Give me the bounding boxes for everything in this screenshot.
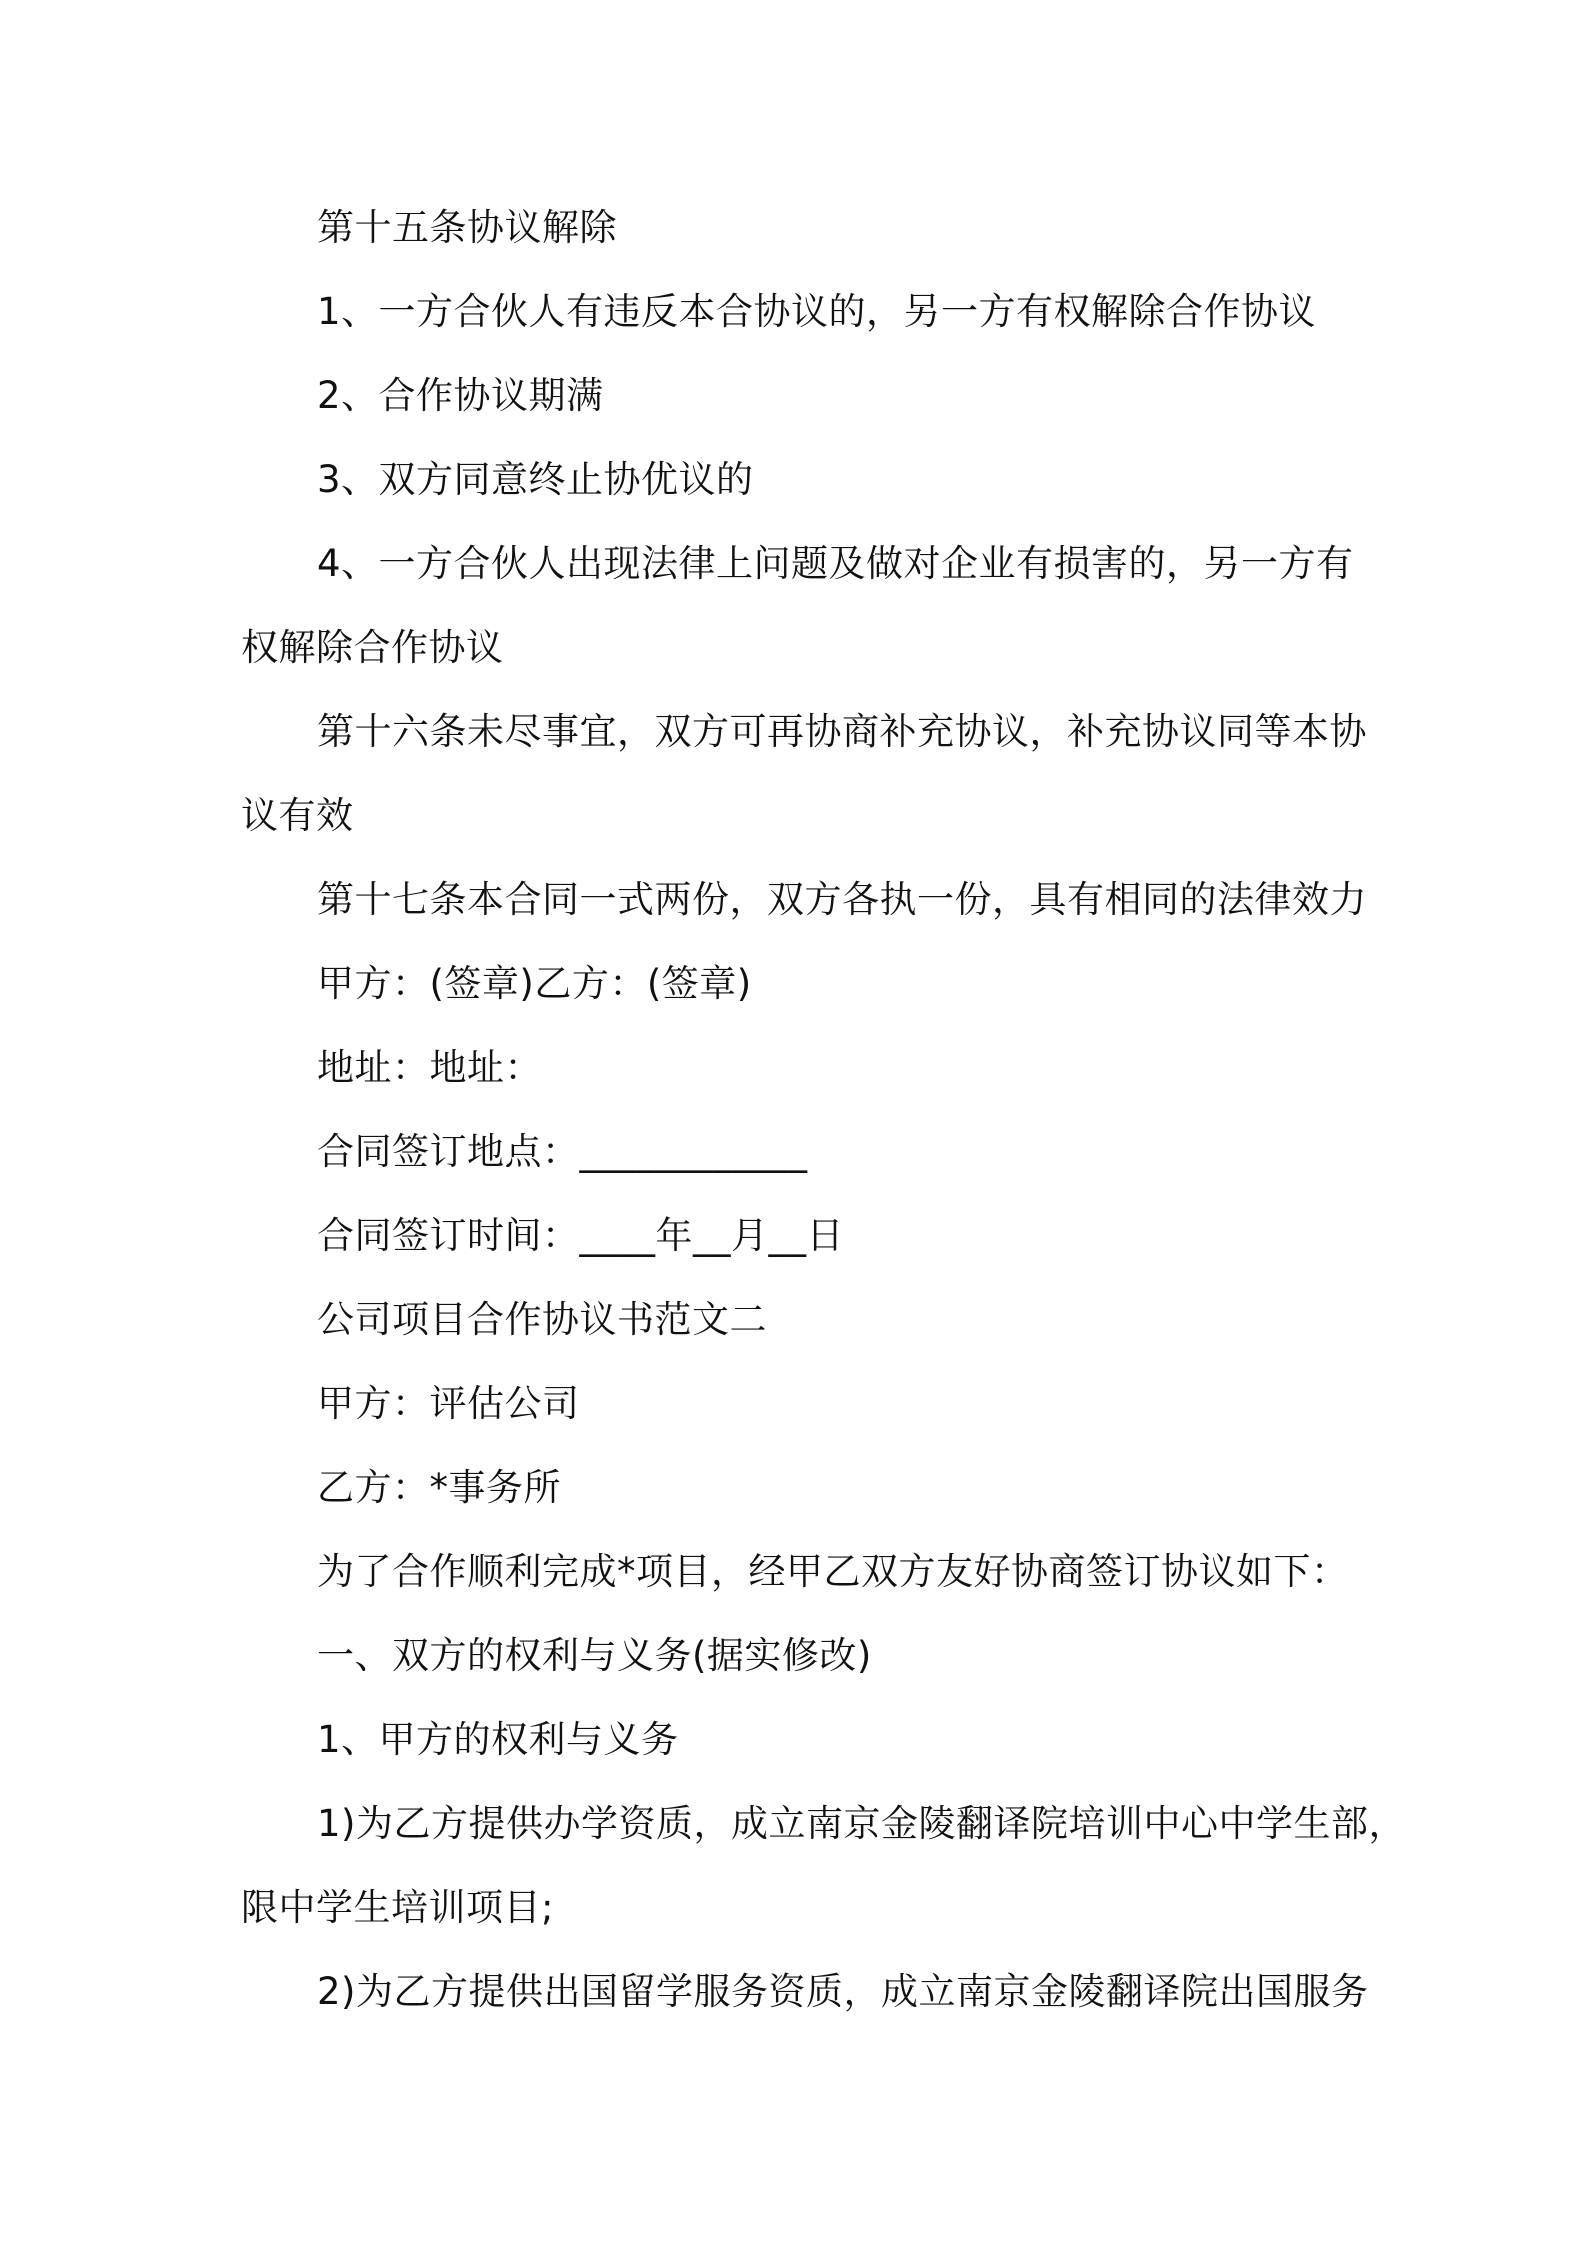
signing-date: 合同签订时间：____年__月__日 bbox=[317, 1214, 844, 1257]
signing-place: 合同签订地点：____________ bbox=[317, 1130, 808, 1173]
duty-item-1-cont: 限中学生培训项目; bbox=[241, 1886, 554, 1929]
clause-15-3: 3、双方同意终止协优议的 bbox=[317, 458, 754, 501]
clause-15-1: 1、一方合伙人有违反本合协议的，另一方有权解除合作协议 bbox=[317, 290, 1317, 333]
party-a: 甲方：评估公司 bbox=[317, 1382, 580, 1425]
clause-15-4-cont: 权解除合作协议 bbox=[241, 626, 504, 669]
address-line: 地址：地址： bbox=[317, 1046, 542, 1089]
section-heading-15: 第十五条协议解除 bbox=[317, 206, 617, 249]
sample-two-title: 公司项目合作协议书范文二 bbox=[317, 1298, 767, 1341]
clause-15-2: 2、合作协议期满 bbox=[317, 374, 604, 417]
article-16: 第十六条未尽事宜，双方可再协商补充协议，补充协议同等本协 bbox=[317, 710, 1367, 753]
duty-item-2: 2)为乙方提供出国留学服务资质，成立南京金陵翻译院出国服务 bbox=[317, 1970, 1369, 2013]
party-a-duties-heading: 1、甲方的权利与义务 bbox=[317, 1718, 679, 1761]
clause-15-4: 4、一方合伙人出现法律上问题及做对企业有损害的，另一方有 bbox=[317, 542, 1354, 585]
party-b: 乙方：*事务所 bbox=[317, 1466, 561, 1509]
section-one-heading: 一、双方的权利与义务(据实修改) bbox=[317, 1634, 872, 1677]
article-16-cont: 议有效 bbox=[241, 794, 354, 837]
duty-item-1: 1)为乙方提供办学资质，成立南京金陵翻译院培训中心中学生部， bbox=[317, 1802, 1406, 1845]
article-17: 第十七条本合同一式两份，双方各执一份，具有相同的法律效力 bbox=[317, 878, 1367, 921]
preamble: 为了合作顺利完成*项目，经甲乙双方友好协商签订协议如下： bbox=[317, 1550, 1349, 1593]
signature-line: 甲方：(签章)乙方：(签章) bbox=[317, 962, 752, 1005]
